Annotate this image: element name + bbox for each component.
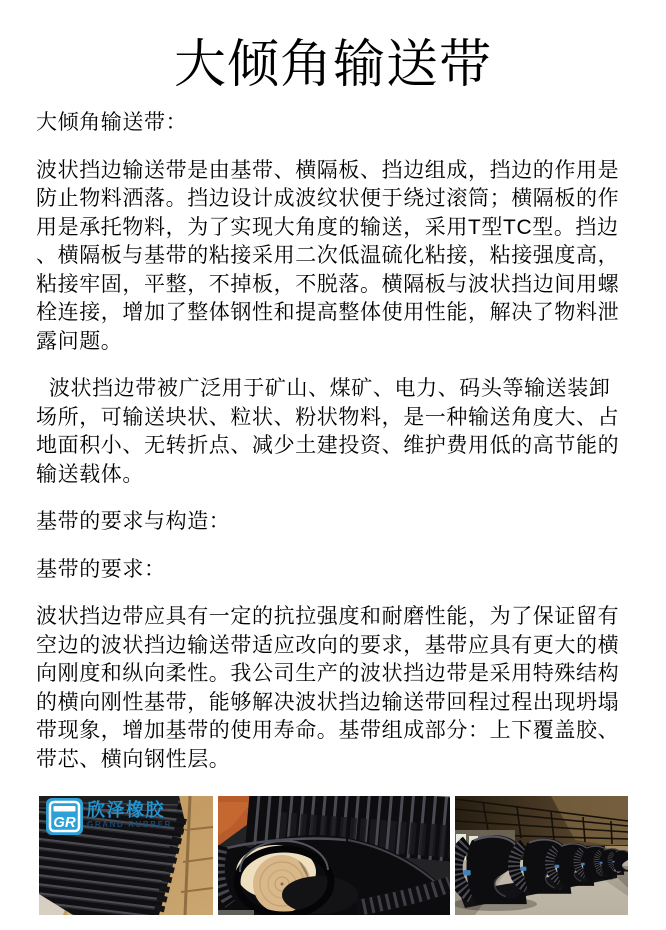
grand-rubber-logo-icon <box>46 798 83 835</box>
brand-name-chinese: 欣泽橡胶 <box>87 800 165 820</box>
product-photo-warehouse-belts <box>455 796 628 915</box>
logo-monogram: GR <box>53 814 76 831</box>
product-image-gallery <box>0 793 666 915</box>
article-body <box>0 109 666 774</box>
heading-base-belt-requirements: 基带的要求： <box>36 557 166 581</box>
brand-watermark <box>46 798 172 835</box>
belt-roll-photo-graphic <box>218 796 450 915</box>
intro-label: 大倾角输送带： <box>36 111 188 134</box>
brand-name-english: GRAND RUBBER <box>87 820 172 829</box>
warehouse-photo-graphic <box>455 796 628 915</box>
product-photo-belt-roll-closeup <box>218 796 450 915</box>
product-photo-sidewall-belt <box>39 796 213 915</box>
paragraph-applications: 波状挡边带被广泛用于矿山、煤矿、电力、码头等输送装卸场所，可输送块状、粒状、粉状物料，是一种输送角度大、占地面积小、无转折点、减少土建投资、维护费用低的高节能的输送载体。 <box>36 377 620 486</box>
paragraph-composition: 波状挡边输送带是由基带、横隔板、挡边组成，挡边的作用是防止物料洒落。挡边设计成波纹状便于绕过滚筒；横隔板的作用是承托物料，为了实现大角度的输送，采用T型TC型。挡边、横隔板与基带的粘接采用二次低温硫化粘接，粘接强度高，粘接牢固，平整，不掉板，不脱落。横隔板与波状挡边间用螺栓连接，增加了整体钢性和提高整体使用性能，解决了物料泄露问题。 <box>36 158 620 353</box>
page-title: 大倾角输送带 <box>173 36 492 94</box>
brand-watermark-text <box>87 798 172 829</box>
paragraph-base-belt-details: 波状挡边带应具有一定的抗拉强度和耐磨性能，为了保证留有空边的波状挡边输送带适应改向的要求，基带应具有更大的横向刚度和纵向柔性。我公司生产的波状挡边带是采用特殊结构的横向刚性基带，能够解决波状挡边输送带回程过程出现坍塌带现象，增加基带的使用寿命。基带组成部分：上下覆盖胶、带芯、横向钢性层。 <box>36 605 620 771</box>
heading-base-belt-requirements-structure: 基带的要求与构造： <box>36 510 231 533</box>
